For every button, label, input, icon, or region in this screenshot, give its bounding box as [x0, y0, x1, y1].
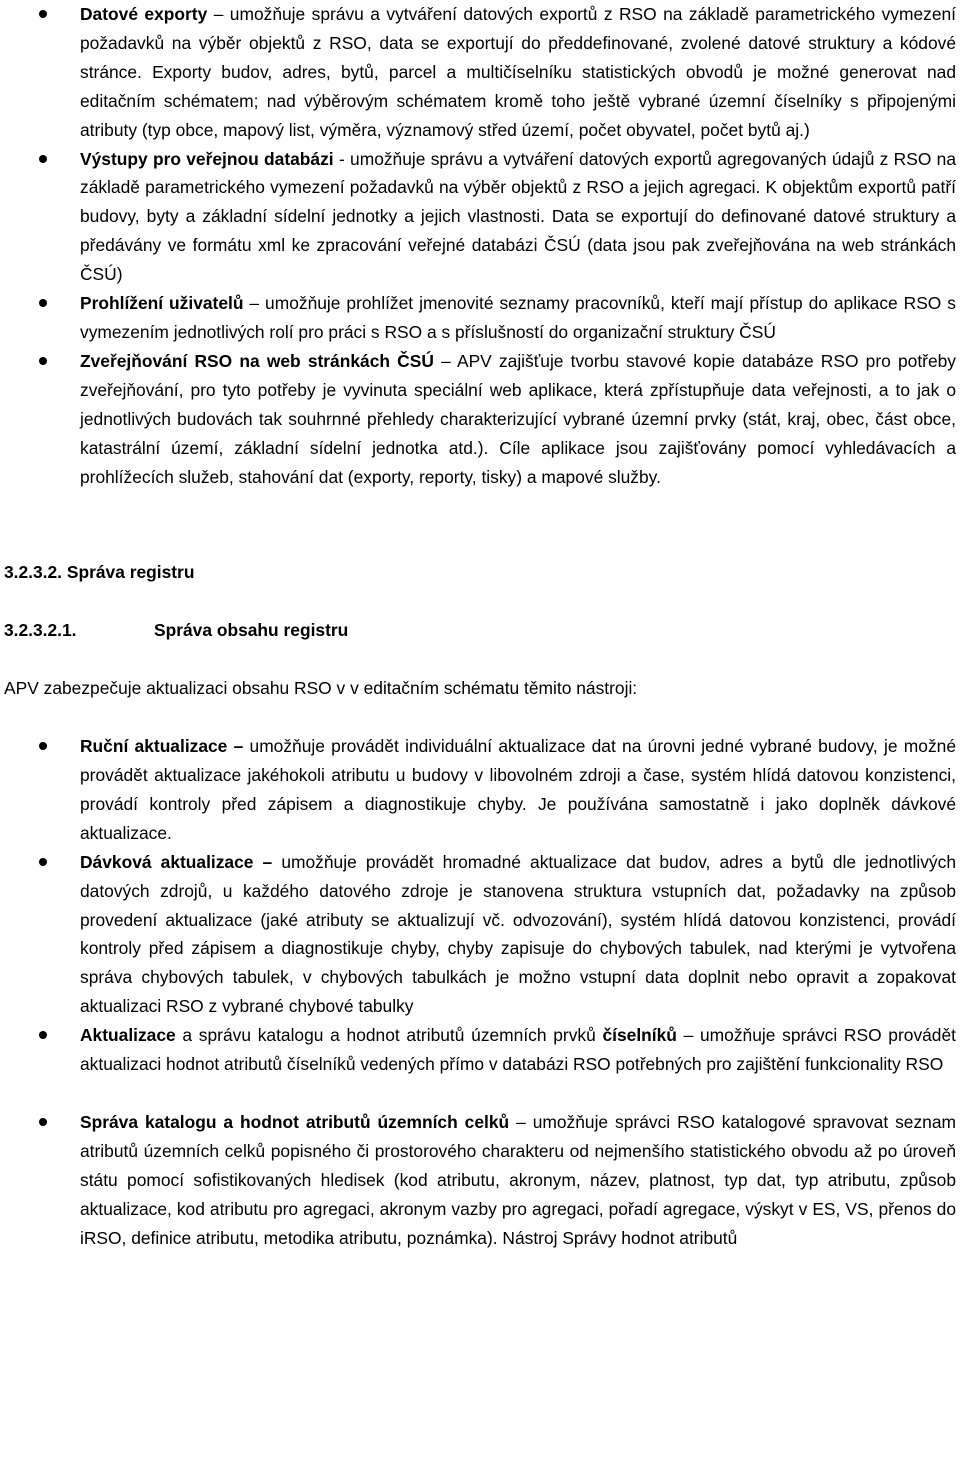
section-heading	[0, 558, 960, 587]
bullet-icon	[39, 858, 47, 866]
spacer	[0, 645, 960, 674]
bullet-icon	[39, 299, 47, 307]
feature-list-bottom	[0, 732, 960, 1252]
bullet-icon	[39, 742, 47, 750]
item-text: a správu katalogu a hodnot atributů územních prvků	[175, 1025, 603, 1046]
list-item	[0, 145, 960, 290]
subsection-number: 3.2.3.2.1.	[4, 620, 77, 641]
list-item	[0, 0, 960, 145]
item-title: Správa katalogu a hodnot atributů územních celků	[80, 1112, 510, 1132]
subsection-heading	[0, 616, 960, 645]
spacer	[0, 491, 960, 529]
subsection-title: Správa obsahu registru	[154, 620, 349, 641]
bullet-icon	[39, 1118, 47, 1126]
item-title: Aktualizace	[80, 1025, 176, 1046]
item-title-secondary: číselníků	[602, 1025, 677, 1046]
item-text: – umožňuje správci RSO katalogové spravovat seznam atributů územních celků popisného či prostorového charakteru od nejmenšího statistického obvodu až po úroveň státu pomocí sofistikovaných hledisek (kod atributu, akronym, název, platnost, typ dat, typ atributu, způsob aktualizace, kod atributu pro agregaci, akronym vazby pro agregaci, pořadí agregace, výskyt v ES, VS, přenos do iRSO, definice atributu, metodika atributu, poznámka). Nástroj Správy hodnot atributů	[80, 1112, 956, 1248]
list-item	[0, 1108, 960, 1253]
list-item	[0, 732, 960, 848]
list-item	[0, 347, 960, 492]
bullet-icon	[39, 10, 47, 18]
spacer	[0, 703, 960, 732]
spacer	[0, 587, 960, 616]
item-text: umožňuje provádět hromadné aktualizace dat budov, adres a bytů dle jednotlivých datových zdrojů, u každého datového zdroje je stanovena struktura vstupních dat, požadavky na způsob provedení aktualizace (jaké atributy se aktualizují vč. odvozování), systém hlídá datovou konzistenci, provádí kontroly před zápisem a diagnostikuje chyby, chyby zapisuje do chybových tabulek, nad kterými je vytvořena správa chybových tabulek, v chybových tabulkách je možno vstupní data doplnit nebo opravit a zopakovat aktualizaci RSO z vybrané chybové tabulky	[80, 851, 956, 1017]
intro-paragraph: APV zabezpečuje aktualizaci obsahu RSO v v editačním schématu těmito nástroji:	[4, 678, 638, 699]
item-title: Výstupy pro veřejnou databázi	[80, 148, 334, 169]
item-title: Zveřejňování RSO na web stránkách ČSÚ	[80, 350, 434, 371]
item-text: – umožňuje prohlížet jmenovité seznamy pracovníků, kteří mají přístup do aplikace RSO s vymezením jednotlivých rolí pro práci s RSO a s příslušností do organizační struktury ČSÚ	[80, 293, 956, 342]
item-title: Dávková aktualizace –	[80, 851, 273, 872]
bullet-icon	[39, 155, 47, 163]
section-number: 3.2.3.2.	[4, 562, 63, 583]
item-title: Ruční aktualizace –	[80, 736, 244, 757]
list-item	[0, 848, 960, 1021]
item-title: Datové exporty	[80, 4, 208, 24]
item-text-secondary: – umožňuje správci RSO provádět aktualizaci hodnot atributů číselníků vedených přímo v databázi RSO potřebných pro zajištění funkcionality RSO	[80, 1025, 956, 1075]
spacer	[0, 1079, 960, 1108]
item-text: – umožňuje správu a vytváření datových exportů z RSO na základě parametrického vymezení požadavků na výběr objektů z RSO, data se exportují do předdefinované, zvolené datové struktury a kódové stránce. Exporty budov, adres, bytů, parcel a multičíselníku statistických obvodů je možné generovat nad editačním schématem; nad výběrovým schématem kromě toho ještě vybrané územní číselníky s připojenými atributy (typ obce, mapový list, výměra, významový střed území, počet obyvatel, počet bytů aj.)	[80, 4, 956, 140]
feature-list-top	[0, 0, 960, 491]
bullet-icon	[39, 357, 47, 365]
item-title: Prohlížení uživatelů	[80, 293, 244, 314]
item-text: - umožňuje správu a vytváření datových exportů agregovaných údajů z RSO na základě parametrického vymezení požadavků na výběr objektů z RSO a jejich agregaci. K objektům exportů patří budovy, byty a základní sídelní jednotky a jejich vlastnosti. Data se exportují do definované datové struktury a předávány ve formátu xml ke zpracování veřejné databázi ČSÚ (data jsou pak zveřejňována na web stránkách ČSÚ)	[80, 148, 956, 285]
section-title: Správa registru	[66, 562, 195, 583]
list-item	[0, 1021, 960, 1079]
item-text: umožňuje provádět individuální aktualizace dat na úrovni jedné vybrané budovy, je možné provádět aktualizace jakéhokoli atributu u budovy v libovolném zdroji a čase, systém hlídá datovou konzistenci, provádí kontroly před zápisem a diagnostikuje chyby. Je používána samostatně i jako doplněk dávkové aktualizace.	[80, 736, 956, 843]
list-item	[0, 289, 960, 347]
spacer	[0, 529, 960, 558]
item-text: – APV zajišťuje tvorbu stavové kopie databáze RSO pro potřeby zveřejňování, pro tyto potřeby je vyvinuta speciální web aplikace, která zpřístupňuje data veřejnosti, a to jak o jednotlivých budovách tak souhrnné přehledy charakterizující vybrané územní prvky (stát, kraj, obec, část obce, katastrální území, základní sídelní jednotka atd.). Cíle aplikace jsou zajišťovány pomocí vyhledávacích a prohlížecích služeb, stahování dat (exporty, reporty, tisky) a mapové služby.	[80, 350, 956, 487]
bullet-icon	[39, 1031, 47, 1039]
